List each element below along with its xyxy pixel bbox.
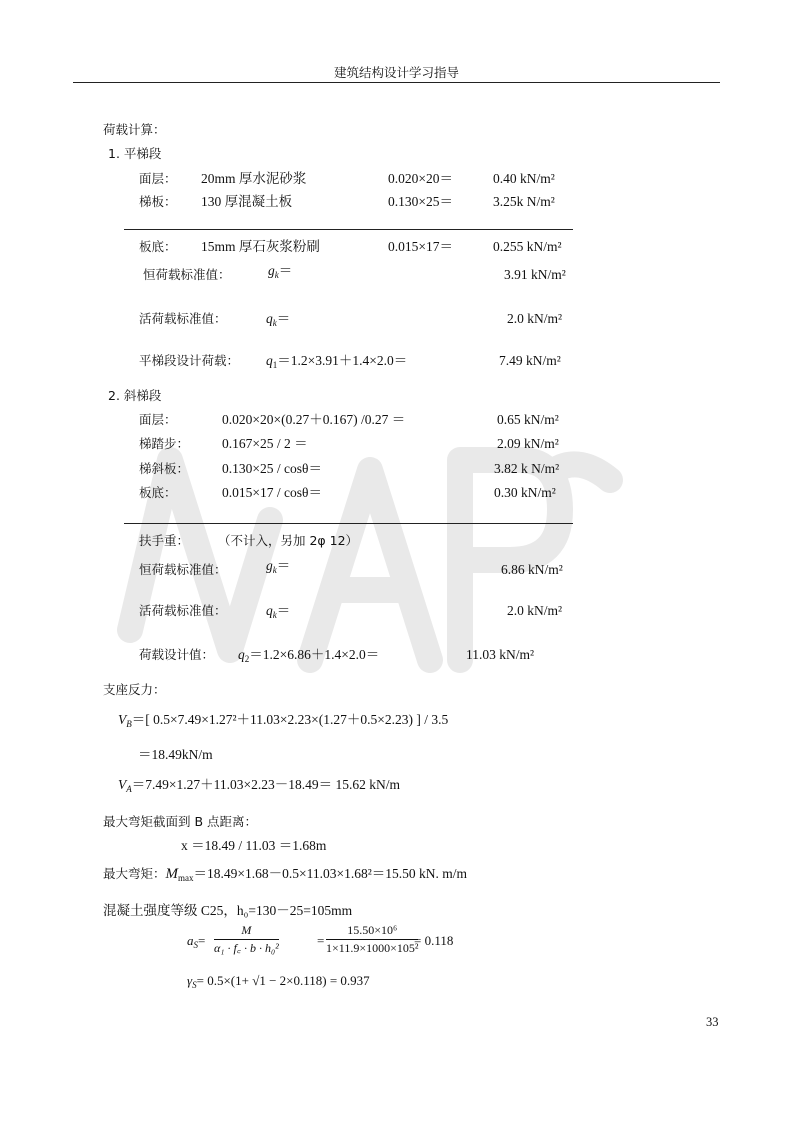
max-moment-line: 最大弯矩：$M_{max}=18.49\times 1.68-0.5\times 11.03\times 1.68^2=15.50$ kN. m/m — [103, 866, 468, 883]
flat-qk-label: 活荷载标准值： — [139, 311, 227, 326]
load-calc-heading: 荷载计算： — [103, 122, 166, 137]
flat-gk-value: 3.91 kN/m² — [504, 267, 566, 282]
distance-expression: x ＝18.49 / 11.03 ＝1.68m — [181, 838, 327, 853]
flat-row-calc: 0.130×25＝ — [388, 194, 453, 209]
inclined-gk-symbol: $g_k=$ — [266, 558, 291, 575]
flat-qk-symbol: $q_k=$ — [266, 311, 291, 328]
inclined-row-calc: 0.130×25 / cosθ＝ — [222, 461, 322, 476]
inclined-gk-label: 恒荷载标准值： — [139, 562, 227, 577]
as-fraction-symbolic: $\frac{M}{\text{α₁ · f꜀ · b · h₀²}}$ — [214, 923, 279, 955]
flat-design-label: 平梯段设计荷载： — [139, 353, 240, 368]
flat-row-label: 面层： — [139, 171, 177, 186]
gamma-expression: $\gamma_S= 0.5\times(1+ √1 - 2\times 0.118) = 0.937$ — [187, 973, 370, 990]
inclined-row-label: 梯踏步： — [139, 436, 190, 451]
flat-row-result: 0.255 kN/m² — [493, 239, 562, 254]
page-number: 33 — [706, 1015, 719, 1029]
inclined-row-result: 2.09 kN/m² — [497, 436, 559, 451]
inclined-design-expr: $q_2=1.2\times 6.86+1.4\times 2.0=$ — [238, 647, 380, 664]
flat-sum-rule — [124, 229, 573, 230]
flat-row-desc: 20mm 厚水泥砂浆 — [201, 171, 307, 186]
header-rule — [73, 82, 720, 83]
flat-section-heading: 1. 平梯段 — [108, 146, 162, 161]
flat-row-label: 板底： — [139, 239, 177, 254]
flat-qk-value: 2.0 kN/m² — [507, 311, 563, 326]
inclined-row-label: 梯斜板： — [139, 461, 190, 476]
as-lhs: $a_S=$ — [187, 933, 206, 950]
flat-row-desc: 130 厚混凝土板 — [201, 194, 293, 209]
inclined-gk-value: 6.86 kN/m² — [501, 562, 563, 577]
va-expression: $V_A=7.49\times 1.27+11.03\times 2.23-18.49= 15.62$ kN/m — [118, 777, 400, 794]
as-fraction-numeric: $\frac{\text{15.50×10⁶}}{\text{1×11.9×1000×105²}}$ — [326, 923, 419, 955]
flat-row-desc: 15mm 厚石灰浆粉刷 — [201, 239, 320, 254]
as-result: = 0.118 — [414, 933, 454, 948]
flat-row-calc: 0.020×20＝ — [388, 171, 453, 186]
inclined-row-calc: 0.167×25 / 2 ＝ — [222, 436, 308, 451]
flat-gk-symbol: $g_k=$ — [268, 263, 293, 280]
inclined-row-label: 板底： — [139, 485, 177, 500]
inclined-design-label: 荷载设计值： — [139, 647, 215, 662]
flat-gk-label: 恒荷载标准值： — [143, 267, 231, 282]
inclined-sum-rule — [124, 523, 573, 524]
flat-row-calc: 0.015×17＝ — [388, 239, 453, 254]
flat-design-value: 7.49 kN/m² — [499, 353, 561, 368]
inclined-row-label: 面层： — [139, 412, 177, 427]
inclined-row-result: 0.65 kN/m² — [497, 412, 559, 427]
page-header-title: 建筑结构设计学习指导 — [333, 65, 459, 80]
inclined-row-result: 3.82 k N/m² — [494, 461, 560, 476]
flat-row-result: 3.25k N/m² — [493, 194, 555, 209]
distance-heading: 最大弯矩截面到 B 点距离： — [103, 814, 258, 829]
inclined-row-calc: 0.015×17 / cosθ＝ — [222, 485, 322, 500]
handrail-note: （不计入，另加 2φ 12） — [218, 533, 359, 548]
inclined-section-heading: 2. 斜梯段 — [108, 388, 162, 403]
handrail-label: 扶手重： — [139, 533, 190, 548]
vb-result: ＝18.49kN/m — [138, 747, 213, 762]
concrete-grade-line: 混凝土强度等级 C25，h₀=130－25=105mm — [103, 903, 353, 918]
as-equals: = — [317, 933, 325, 948]
inclined-qk-symbol: $q_k=$ — [266, 603, 291, 620]
inclined-row-calc: 0.020×20×(0.27＋0.167) /0.27 ＝ — [222, 412, 406, 427]
inclined-qk-label: 活荷载标准值： — [139, 603, 227, 618]
flat-row-label: 梯板： — [139, 194, 177, 209]
flat-row-result: 0.40 kN/m² — [493, 171, 555, 186]
reactions-heading: 支座反力： — [103, 682, 166, 697]
inclined-row-result: 0.30 kN/m² — [494, 485, 556, 500]
flat-design-expr: $q_1=1.2\times 3.91+1.4\times 2.0=$ — [266, 353, 408, 370]
vb-expression: $V_B=$[ 0.5×7.49×1.27²＋11.03×2.23×(1.27＋0.5×2.23) ] / 3.5 — [118, 712, 449, 729]
inclined-design-value: 11.03 kN/m² — [466, 647, 535, 662]
inclined-qk-value: 2.0 kN/m² — [507, 603, 563, 618]
